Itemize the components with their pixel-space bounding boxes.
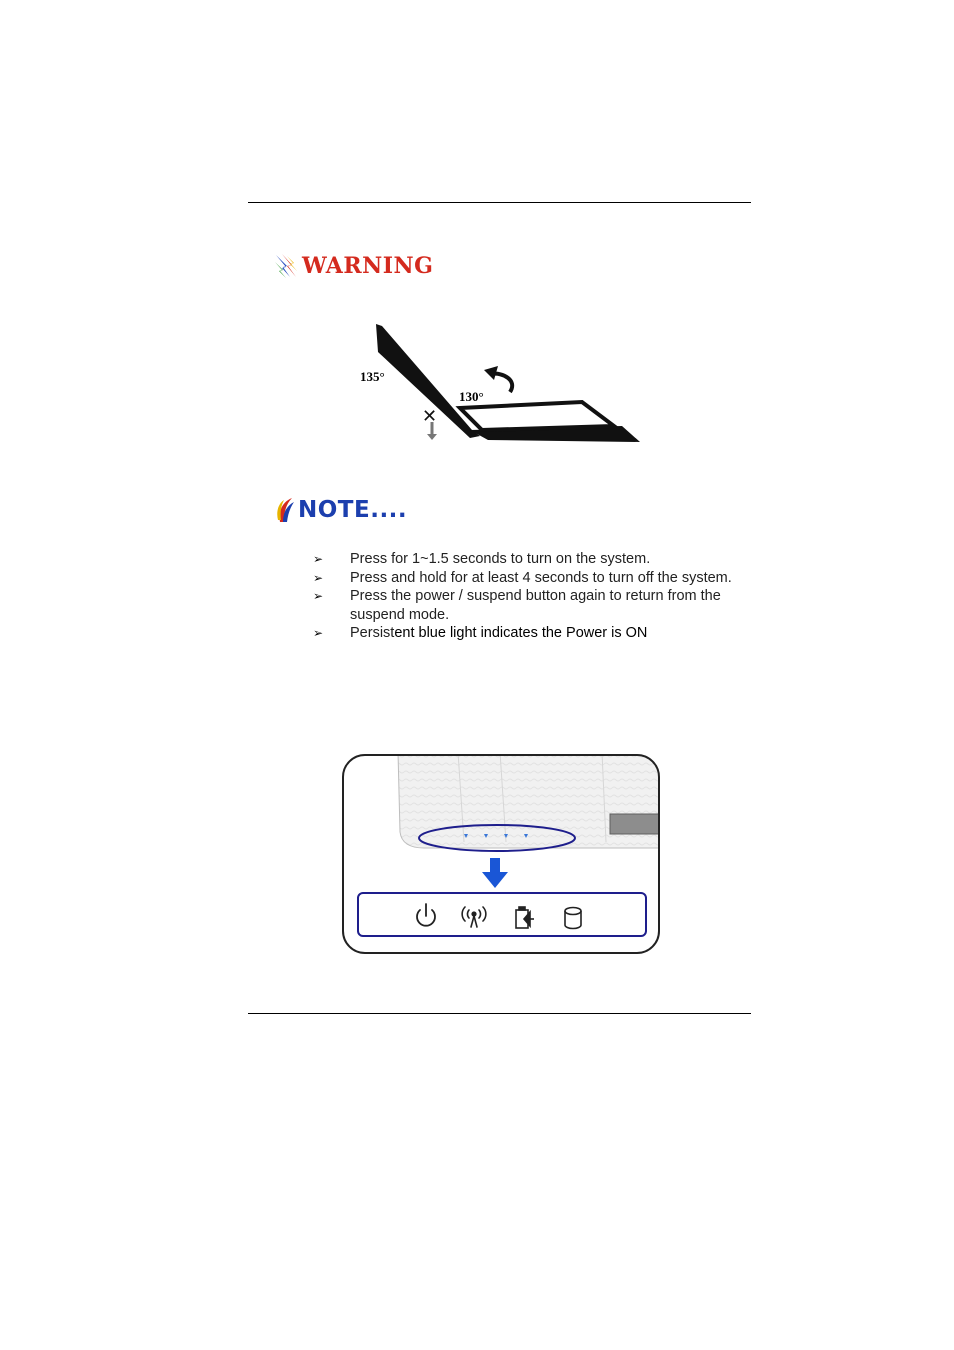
led-indicator-figure bbox=[340, 752, 662, 956]
list-item bbox=[312, 587, 752, 624]
note-text-b: ent blue light indicates the Power is ON bbox=[394, 625, 648, 641]
note-text: Press for 1~1.5 seconds to turn on the system. bbox=[350, 551, 651, 567]
arrow-bullet-icon: ➢ bbox=[313, 552, 324, 566]
arrow-bullet-icon: ➢ bbox=[313, 589, 324, 603]
bottom-rule bbox=[248, 1013, 751, 1014]
arrow-bullet-icon: ➢ bbox=[313, 570, 324, 585]
warning-label: WARNING bbox=[302, 253, 434, 279]
note-text: Press the power / suspend button again to return from the suspend mode. bbox=[350, 588, 721, 623]
note-text: Press and hold for at least 4 seconds to turn off the system. bbox=[350, 569, 732, 586]
warning-icon bbox=[274, 253, 298, 279]
note-text-a: Persist bbox=[350, 625, 395, 641]
arrow-bullet-icon: ➢ bbox=[313, 626, 324, 640]
list-item bbox=[312, 569, 752, 588]
latch-slot bbox=[610, 814, 662, 834]
closed-lid bbox=[460, 402, 614, 430]
note-icon bbox=[274, 496, 296, 524]
list-item bbox=[312, 550, 752, 569]
note-list bbox=[312, 550, 752, 643]
note-heading bbox=[274, 494, 407, 526]
no-mark: ✕ bbox=[422, 406, 438, 427]
top-rule bbox=[248, 202, 751, 203]
warning-heading bbox=[274, 250, 433, 282]
curved-arrow bbox=[492, 374, 512, 392]
note-label: NOTE.... bbox=[298, 497, 408, 523]
list-item bbox=[312, 624, 752, 643]
angle-label-left: 135° bbox=[360, 369, 385, 384]
lid-angle-diagram bbox=[352, 318, 652, 448]
icon-panel bbox=[358, 893, 646, 936]
angle-label-right: 130° bbox=[459, 389, 484, 404]
